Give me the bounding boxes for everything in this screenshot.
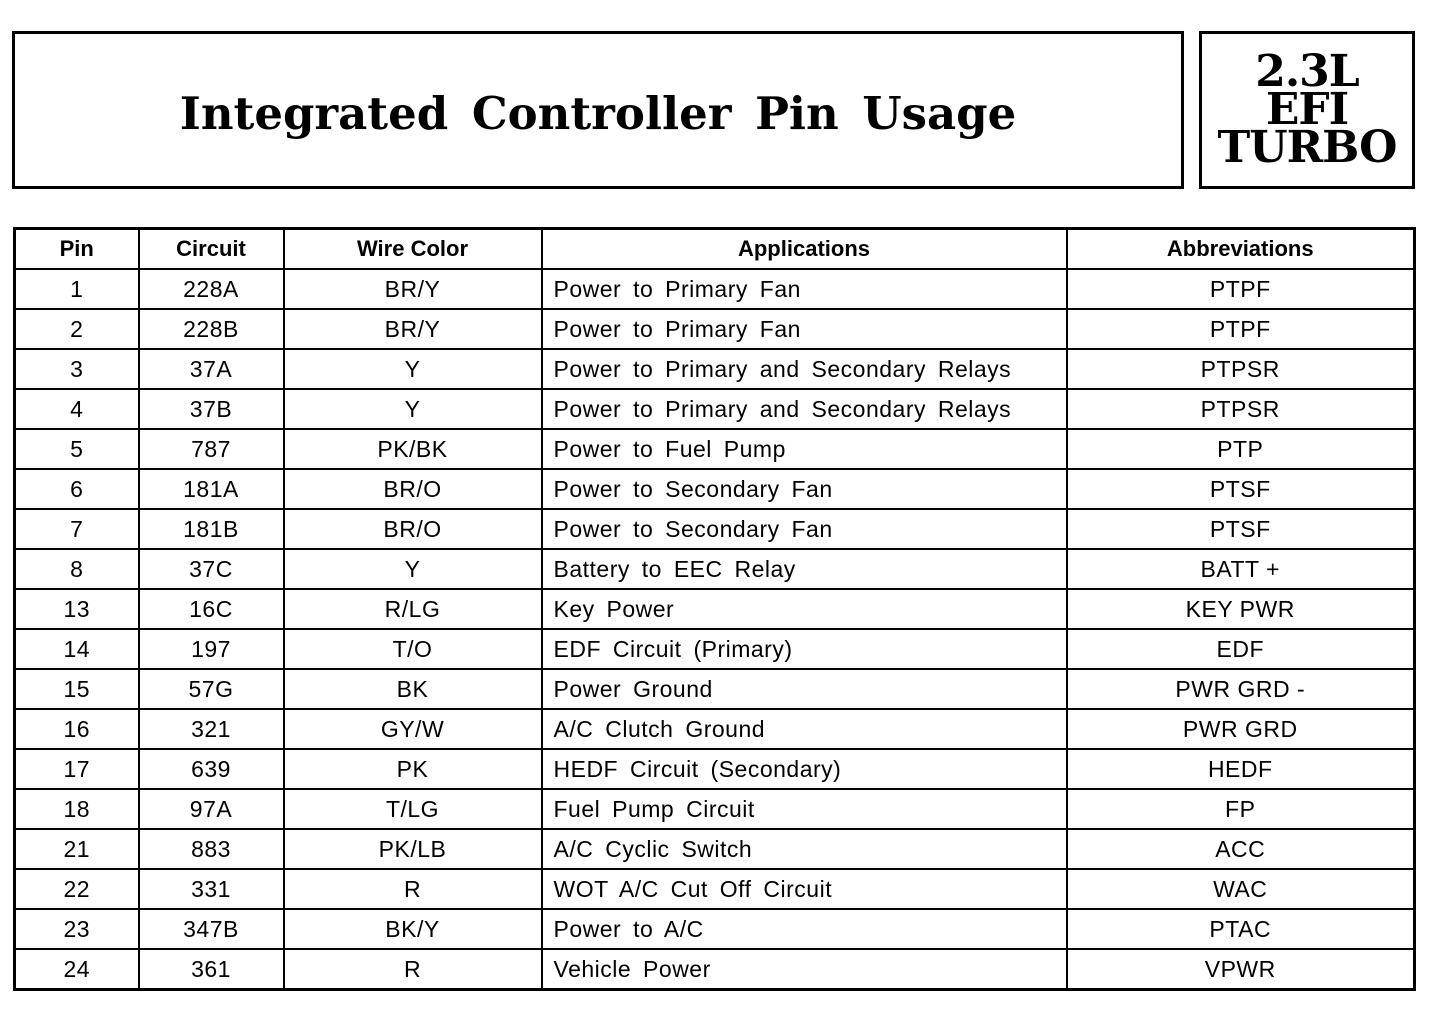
cell-pin: 2 bbox=[15, 309, 139, 349]
cell-wire-color: R bbox=[284, 869, 542, 909]
cell-pin: 5 bbox=[15, 429, 139, 469]
cell-abbreviation: PWR GRD - bbox=[1067, 669, 1415, 709]
cell-pin: 16 bbox=[15, 709, 139, 749]
table-row bbox=[15, 309, 1415, 349]
pin-usage-table bbox=[13, 227, 1416, 991]
cell-pin: 3 bbox=[15, 349, 139, 389]
header-wire-color: Wire Color bbox=[284, 229, 542, 270]
cell-pin: 6 bbox=[15, 469, 139, 509]
table-row bbox=[15, 709, 1415, 749]
cell-pin: 18 bbox=[15, 789, 139, 829]
cell-circuit: 57G bbox=[139, 669, 284, 709]
cell-pin: 8 bbox=[15, 549, 139, 589]
header-circuit: Circuit bbox=[139, 229, 284, 270]
cell-abbreviation: PTPF bbox=[1067, 269, 1415, 309]
cell-abbreviation: PTP bbox=[1067, 429, 1415, 469]
table-row bbox=[15, 869, 1415, 909]
cell-pin: 4 bbox=[15, 389, 139, 429]
cell-wire-color: PK/LB bbox=[284, 829, 542, 869]
cell-wire-color: BK bbox=[284, 669, 542, 709]
cell-application: Power to Primary and Secondary Relays bbox=[542, 389, 1067, 429]
cell-circuit: 228B bbox=[139, 309, 284, 349]
cell-application: Power to Primary Fan bbox=[542, 309, 1067, 349]
cell-wire-color: PK/BK bbox=[284, 429, 542, 469]
engine-label-box bbox=[1199, 31, 1415, 189]
cell-abbreviation: PWR GRD bbox=[1067, 709, 1415, 749]
cell-application: A/C Cyclic Switch bbox=[542, 829, 1067, 869]
cell-circuit: 331 bbox=[139, 869, 284, 909]
cell-pin: 1 bbox=[15, 269, 139, 309]
table-row bbox=[15, 789, 1415, 829]
table-row bbox=[15, 949, 1415, 990]
cell-abbreviation: EDF bbox=[1067, 629, 1415, 669]
table-row bbox=[15, 389, 1415, 429]
cell-wire-color: T/LG bbox=[284, 789, 542, 829]
cell-application: Power to Secondary Fan bbox=[542, 509, 1067, 549]
cell-wire-color: BR/O bbox=[284, 469, 542, 509]
cell-application: Power Ground bbox=[542, 669, 1067, 709]
table-row bbox=[15, 549, 1415, 589]
cell-abbreviation: ACC bbox=[1067, 829, 1415, 869]
cell-abbreviation: PTPSR bbox=[1067, 389, 1415, 429]
engine-injection: EFI bbox=[1265, 84, 1349, 135]
cell-pin: 22 bbox=[15, 869, 139, 909]
table-row bbox=[15, 669, 1415, 709]
cell-abbreviation: VPWR bbox=[1067, 949, 1415, 990]
cell-wire-color: BR/Y bbox=[284, 309, 542, 349]
cell-abbreviation: KEY PWR bbox=[1067, 589, 1415, 629]
cell-application: Power to A/C bbox=[542, 909, 1067, 949]
table-row bbox=[15, 349, 1415, 389]
cell-application: Power to Primary Fan bbox=[542, 269, 1067, 309]
cell-wire-color: Y bbox=[284, 549, 542, 589]
cell-circuit: 347B bbox=[139, 909, 284, 949]
cell-pin: 13 bbox=[15, 589, 139, 629]
cell-abbreviation: FP bbox=[1067, 789, 1415, 829]
cell-application: Key Power bbox=[542, 589, 1067, 629]
header-pin: Pin bbox=[15, 229, 139, 270]
cell-pin: 14 bbox=[15, 629, 139, 669]
table-body bbox=[15, 269, 1415, 990]
cell-circuit: 361 bbox=[139, 949, 284, 990]
cell-abbreviation: PTSF bbox=[1067, 509, 1415, 549]
header-applications: Applications bbox=[542, 229, 1067, 270]
cell-abbreviation: WAC bbox=[1067, 869, 1415, 909]
cell-circuit: 197 bbox=[139, 629, 284, 669]
cell-pin: 7 bbox=[15, 509, 139, 549]
cell-wire-color: BR/Y bbox=[284, 269, 542, 309]
cell-circuit: 37B bbox=[139, 389, 284, 429]
cell-pin: 15 bbox=[15, 669, 139, 709]
cell-application: A/C Clutch Ground bbox=[542, 709, 1067, 749]
cell-abbreviation: PTAC bbox=[1067, 909, 1415, 949]
table-row bbox=[15, 469, 1415, 509]
cell-abbreviation: PTPSR bbox=[1067, 349, 1415, 389]
table-row bbox=[15, 629, 1415, 669]
cell-wire-color: R/LG bbox=[284, 589, 542, 629]
cell-pin: 17 bbox=[15, 749, 139, 789]
cell-pin: 21 bbox=[15, 829, 139, 869]
cell-application: WOT A/C Cut Off Circuit bbox=[542, 869, 1067, 909]
cell-application: HEDF Circuit (Secondary) bbox=[542, 749, 1067, 789]
cell-wire-color: PK bbox=[284, 749, 542, 789]
cell-pin: 23 bbox=[15, 909, 139, 949]
cell-application: Power to Secondary Fan bbox=[542, 469, 1067, 509]
table-row bbox=[15, 829, 1415, 869]
header-abbreviations: Abbreviations bbox=[1067, 229, 1415, 270]
cell-circuit: 883 bbox=[139, 829, 284, 869]
cell-wire-color: BR/O bbox=[284, 509, 542, 549]
cell-wire-color: R bbox=[284, 949, 542, 990]
table-row bbox=[15, 589, 1415, 629]
cell-wire-color: GY/W bbox=[284, 709, 542, 749]
cell-abbreviation: PTPF bbox=[1067, 309, 1415, 349]
cell-application: Fuel Pump Circuit bbox=[542, 789, 1067, 829]
table-row bbox=[15, 909, 1415, 949]
cell-application: Vehicle Power bbox=[542, 949, 1067, 990]
cell-circuit: 639 bbox=[139, 749, 284, 789]
engine-size: 2.3L bbox=[1255, 46, 1359, 97]
cell-application: Battery to EEC Relay bbox=[542, 549, 1067, 589]
cell-circuit: 787 bbox=[139, 429, 284, 469]
table-header-row bbox=[15, 229, 1415, 270]
cell-circuit: 181B bbox=[139, 509, 284, 549]
cell-circuit: 181A bbox=[139, 469, 284, 509]
cell-abbreviation: PTSF bbox=[1067, 469, 1415, 509]
cell-application: Power to Fuel Pump bbox=[542, 429, 1067, 469]
cell-circuit: 97A bbox=[139, 789, 284, 829]
cell-wire-color: Y bbox=[284, 349, 542, 389]
cell-wire-color: T/O bbox=[284, 629, 542, 669]
cell-wire-color: BK/Y bbox=[284, 909, 542, 949]
table-row bbox=[15, 269, 1415, 309]
table-row bbox=[15, 429, 1415, 469]
cell-application: Power to Primary and Secondary Relays bbox=[542, 349, 1067, 389]
table-row bbox=[15, 749, 1415, 789]
cell-circuit: 37A bbox=[139, 349, 284, 389]
cell-application: EDF Circuit (Primary) bbox=[542, 629, 1067, 669]
cell-circuit: 321 bbox=[139, 709, 284, 749]
cell-circuit: 228A bbox=[139, 269, 284, 309]
cell-wire-color: Y bbox=[284, 389, 542, 429]
cell-circuit: 37C bbox=[139, 549, 284, 589]
page-title: Integrated Controller Pin Usage bbox=[179, 86, 1017, 140]
cell-abbreviation: HEDF bbox=[1067, 749, 1415, 789]
cell-circuit: 16C bbox=[139, 589, 284, 629]
engine-induction: TURBO bbox=[1217, 122, 1397, 173]
title-box bbox=[12, 31, 1184, 189]
cell-abbreviation: BATT + bbox=[1067, 549, 1415, 589]
cell-pin: 24 bbox=[15, 949, 139, 990]
table-row bbox=[15, 509, 1415, 549]
